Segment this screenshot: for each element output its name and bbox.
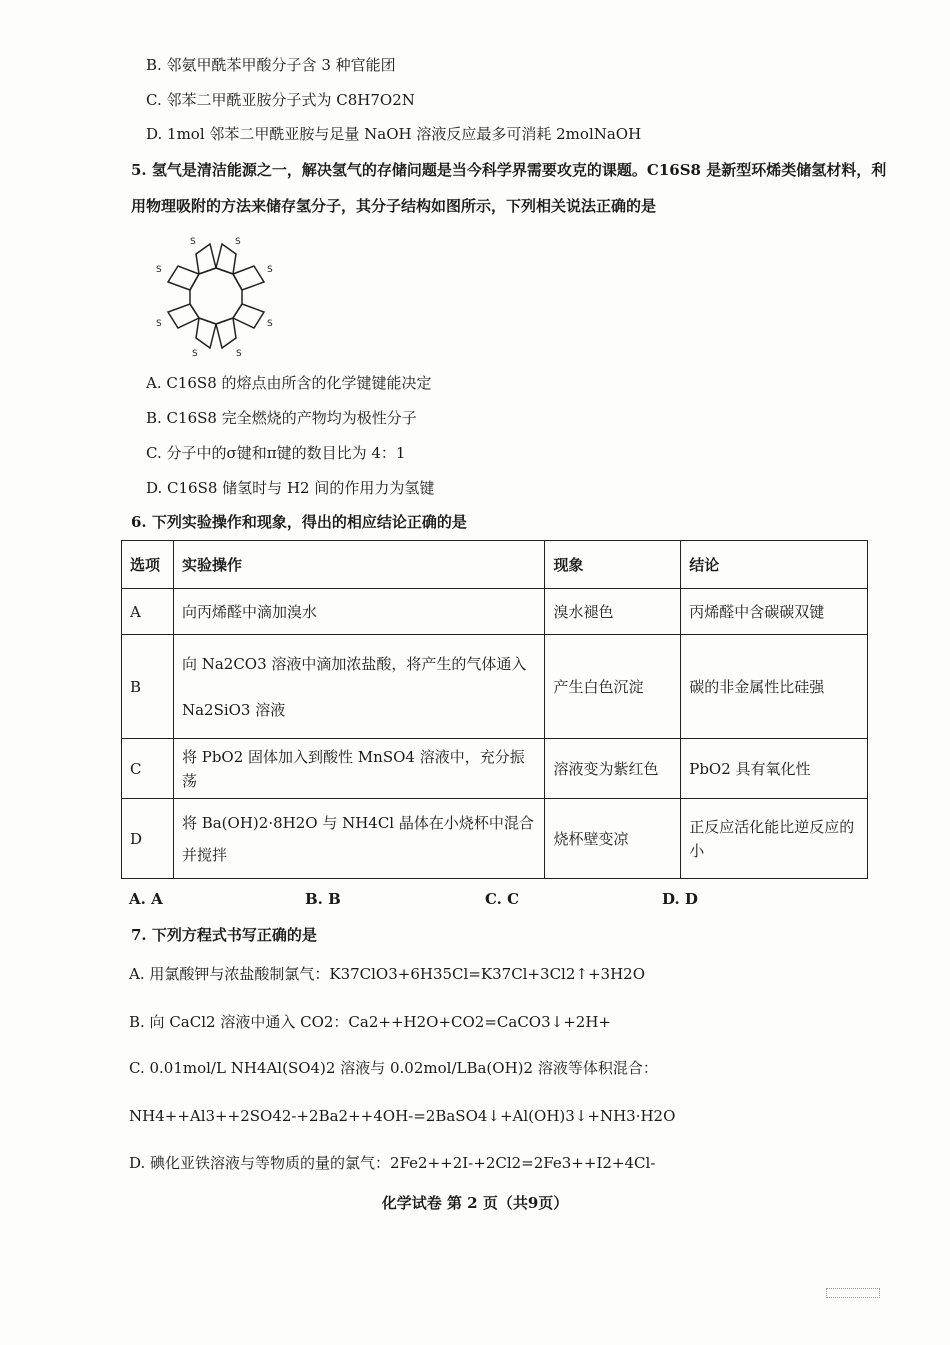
header-operation: 实验操作 [173, 541, 545, 589]
table-row [122, 635, 868, 739]
sulfur-atom-label: S [267, 319, 273, 329]
row-operation: 向丙烯醛中滴加溴水 [173, 589, 545, 635]
row-operation: 向 Na2CO3 溶液中滴加浓盐酸，将产生的气体通入 Na2SiO3 溶液 [173, 635, 545, 739]
q4-option-c: C. 邻苯二甲酰亚胺分子式为 C8H7O2N [146, 91, 415, 109]
row-option: C [122, 739, 174, 799]
header-conclusion: 结论 [681, 541, 868, 589]
q5-option-b: B. C16S8 完全燃烧的产物均为极性分子 [146, 409, 417, 427]
q4-option-b: B. 邻氨甲酰苯甲酸分子含 3 种官能团 [146, 56, 396, 74]
table-row [122, 739, 868, 799]
experiment-table [121, 540, 868, 879]
row-option: D [122, 799, 174, 879]
sulfur-atom-label: S [267, 265, 273, 275]
q5-stem-line2: 用物理吸附的方法来储存氢分子，其分子结构如图所示，下列相关说法正确的是 [131, 197, 657, 215]
row-conclusion: 碳的非金属性比硅强 [681, 635, 868, 739]
sulfur-atom-label: S [156, 319, 162, 329]
q7-option-b: B. 向 CaCl2 溶液中通入 CO2：Ca2++H2O+CO2=CaCO3↓+2H+ [129, 1013, 611, 1031]
header-option: 选项 [122, 541, 174, 589]
table-row [122, 589, 868, 635]
c16s8-structure-diagram [150, 232, 282, 358]
sulfur-atom-label: S [156, 265, 162, 275]
q7-option-c-line2: NH4++Al3++2SO42-+2Ba2++4OH-=2BaSO4↓+Al(OH)3↓+NH3·H2O [129, 1107, 676, 1125]
row-phenomenon: 产生白色沉淀 [545, 635, 681, 739]
table-header-row [122, 541, 868, 589]
sulfur-atom-label: S [192, 349, 198, 358]
sulfur-atom-label: S [236, 349, 242, 358]
q6-choice-c: C. C [485, 890, 520, 908]
q6-choice-d: D. D [662, 890, 698, 908]
q5-option-d: D. C16S8 储氢时与 H2 间的作用力为氢键 [146, 479, 435, 497]
row-phenomenon: 溶液变为紫红色 [545, 739, 681, 799]
corner-stamp [826, 1288, 880, 1298]
q6-choice-a: A. A [129, 890, 163, 908]
page-footer: 化学试卷 第 2 页（共9页） [381, 1194, 569, 1212]
row-operation: 将 PbO2 固体加入到酸性 MnSO4 溶液中，充分振荡 [173, 739, 545, 799]
row-phenomenon: 溴水褪色 [545, 589, 681, 635]
sulfur-atom-label: S [190, 237, 196, 247]
q6-choice-b: B. B [305, 890, 341, 908]
q7-stem: 7. 下列方程式书写正确的是 [131, 926, 317, 944]
q7-option-c-line1: C. 0.01mol/L NH4Al(SO4)2 溶液与 0.02mol/LBa(OH)2 溶液等体积混合： [129, 1059, 658, 1077]
q5-stem-line1: 5. 氢气是清洁能源之一，解决氢气的存储问题是当今科学界需要攻克的课题。C16S8 是新型环烯类储氢材料，利 [131, 161, 887, 179]
row-option: B [122, 635, 174, 739]
table-row [122, 799, 868, 879]
row-conclusion: 丙烯醛中含碳碳双键 [681, 589, 868, 635]
q7-option-d: D. 碘化亚铁溶液与等物质的量的氯气：2Fe2++2I-+2Cl2=2Fe3++I2+4Cl- [129, 1154, 656, 1172]
row-conclusion: PbO2 具有氧化性 [681, 739, 868, 799]
row-option: A [122, 589, 174, 635]
q5-option-c: C. 分子中的σ键和π键的数目比为 4：1 [146, 444, 406, 462]
q6-stem: 6. 下列实验操作和现象，得出的相应结论正确的是 [131, 513, 467, 531]
row-phenomenon: 烧杯壁变凉 [545, 799, 681, 879]
row-conclusion: 正反应活化能比逆反应的小 [681, 799, 868, 879]
q4-option-d: D. 1mol 邻苯二甲酰亚胺与足量 NaOH 溶液反应最多可消耗 2molNaOH [146, 125, 642, 143]
q7-option-a: A. 用氯酸钾与浓盐酸制氯气：K37ClO3+6H35Cl=K37Cl+3Cl2↑+3H2O [129, 965, 645, 983]
q5-option-a: A. C16S8 的熔点由所含的化学键键能决定 [146, 374, 432, 392]
row-operation: 将 Ba(OH)2·8H2O 与 NH4Cl 晶体在小烧杯中混合并搅拌 [173, 799, 545, 879]
header-phenomenon: 现象 [545, 541, 681, 589]
sulfur-atom-label: S [235, 237, 241, 247]
